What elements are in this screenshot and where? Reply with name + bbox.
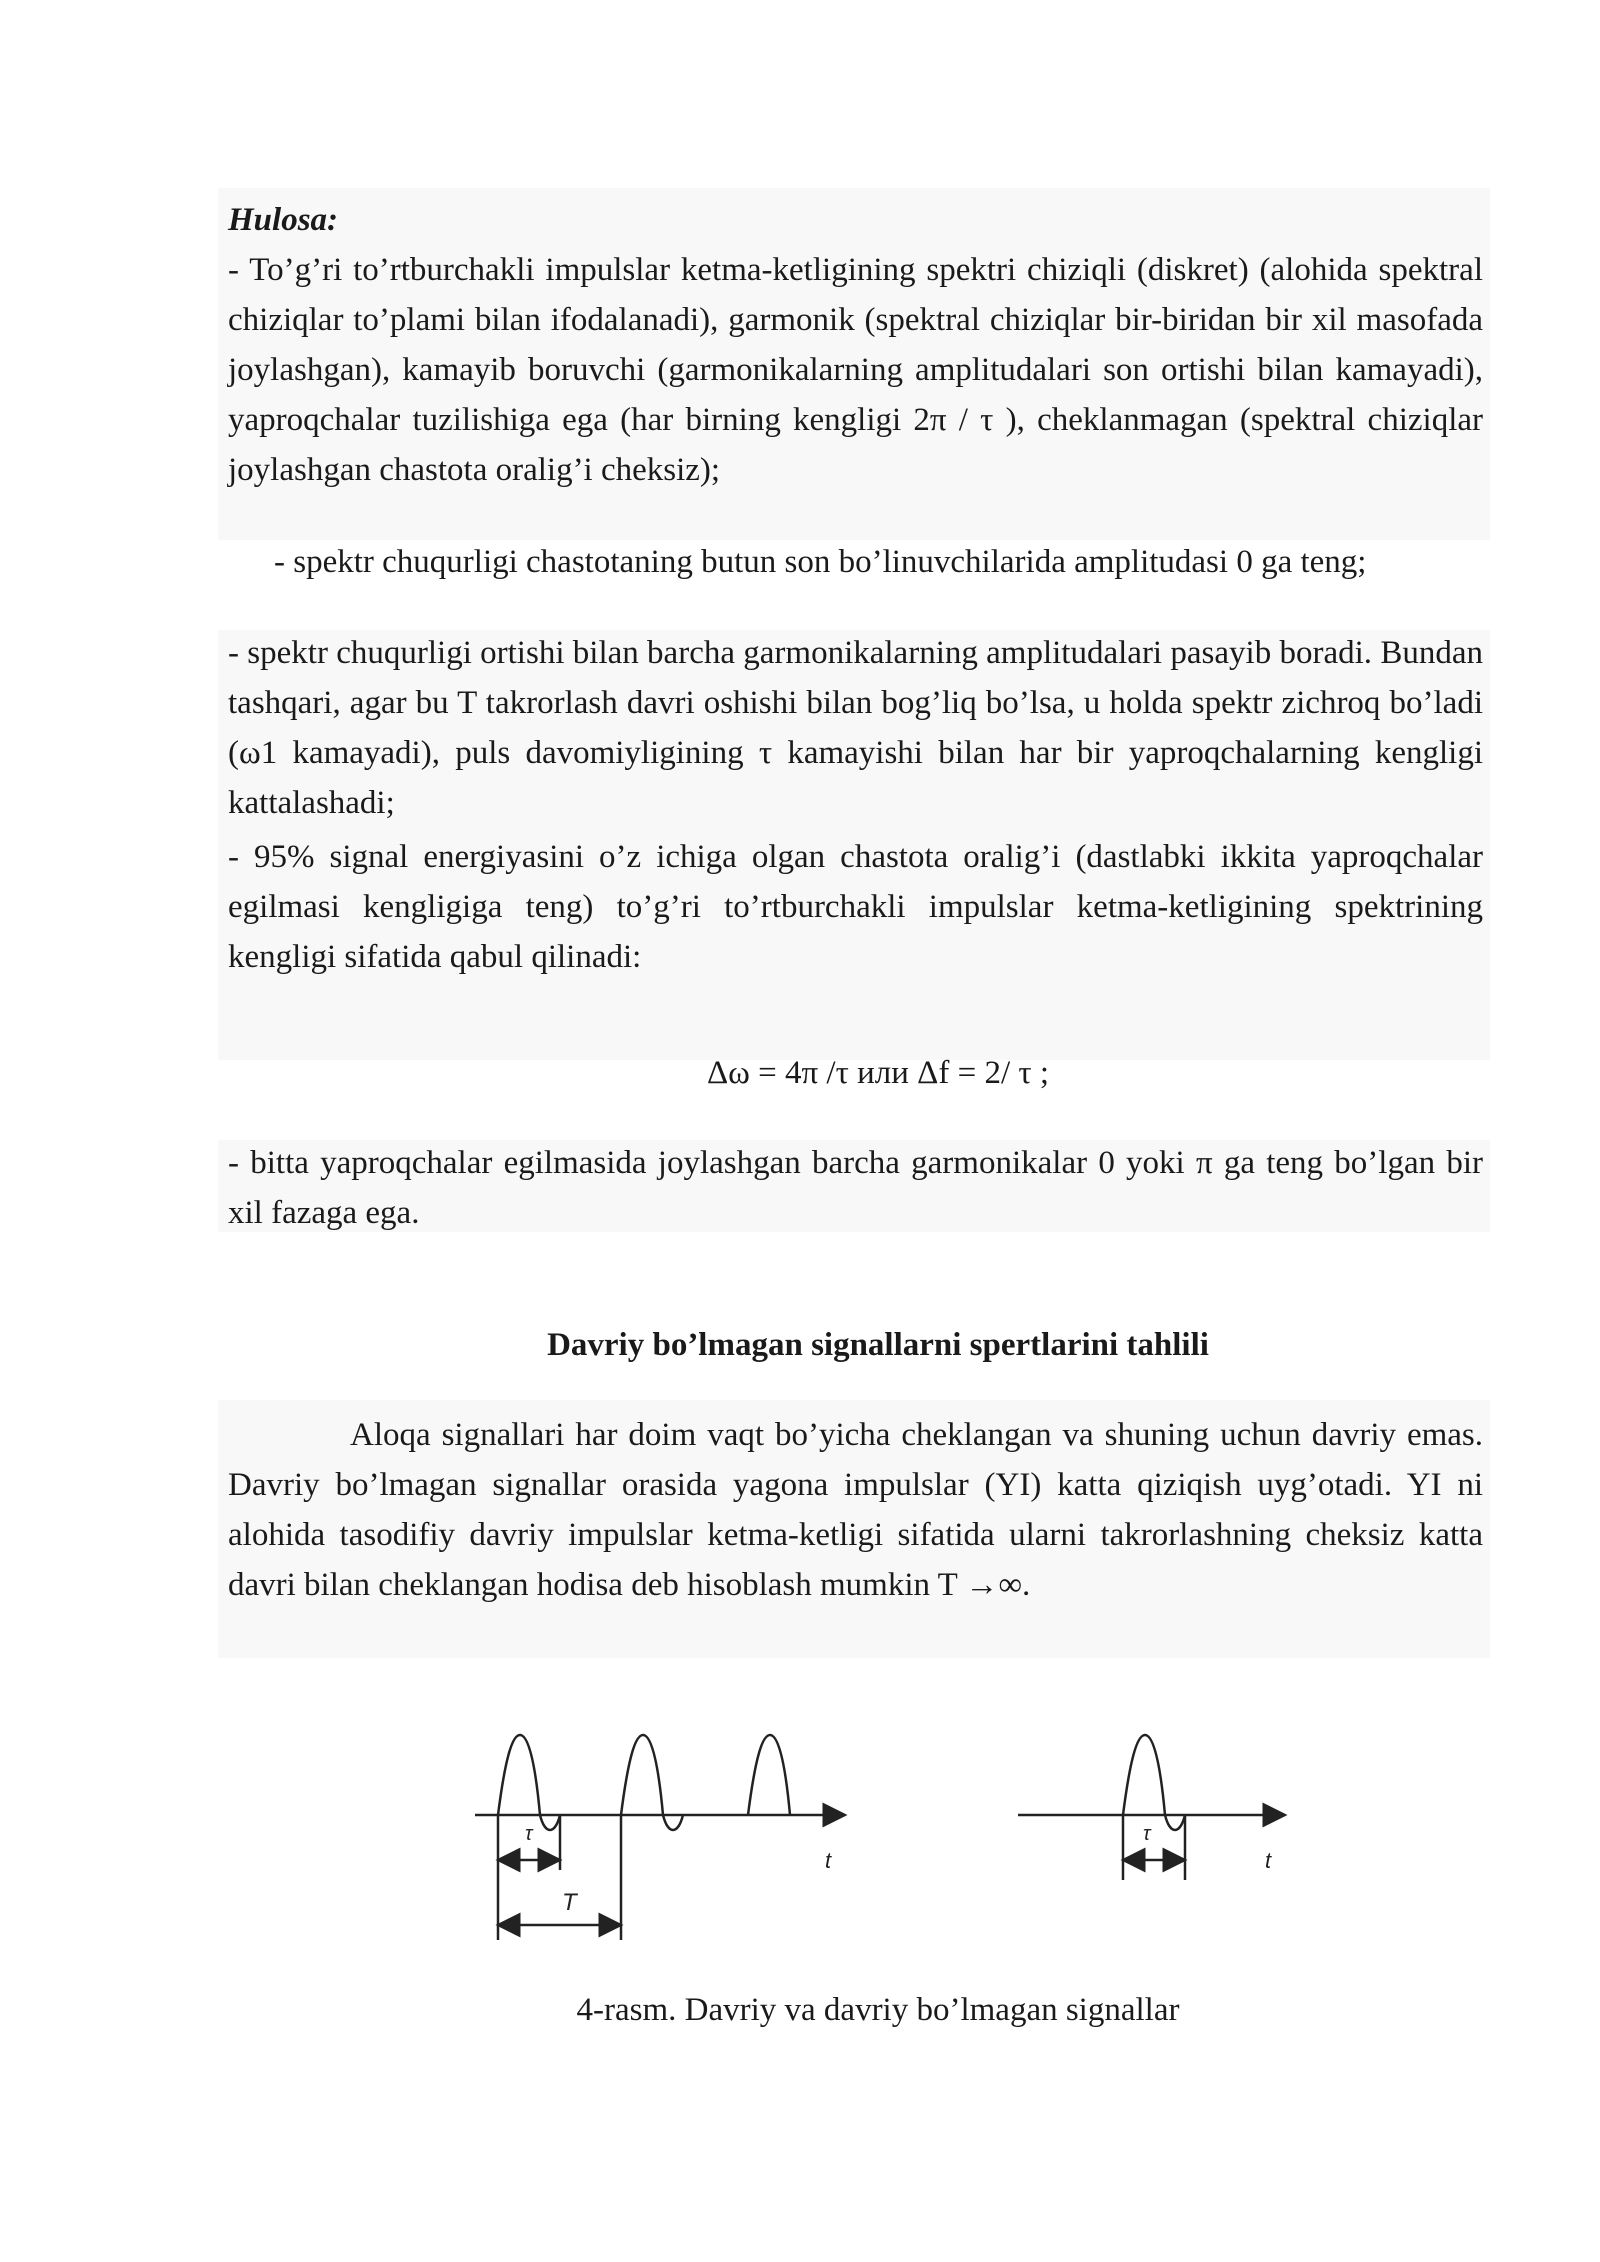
tau-label: τ xyxy=(1143,1823,1151,1845)
single-pulse-signal xyxy=(1018,1735,1285,1880)
conclusion-heading: Hulosa: xyxy=(228,202,339,238)
time-label: t xyxy=(1265,1848,1272,1873)
tau-label: τ xyxy=(525,1823,533,1845)
conclusion-paragraph-4: - 95% signal energiyasini o’z ichiga olgan chastota oralig’i (dastlabki ikkita yaproqchalar egilmasi kengligiga teng) to’g’ri to’rtburchakli impulslar ketma-ketligining spektrining kengligi sifatida qabul qilinadi: xyxy=(228,839,1483,975)
time-label: t xyxy=(825,1848,832,1873)
signals-figure xyxy=(0,1720,1600,1980)
period-label: T xyxy=(562,1889,577,1916)
conclusion-paragraph-5: - bitta yaproqchalar egilmasida joylashgan barcha garmonikalar 0 yoki π ga teng bo’lgan bir xil fazaga ega. xyxy=(228,1145,1483,1231)
figure-caption: 4-rasm. Davriy va davriy bo’lmagan signallar xyxy=(576,1992,1180,2028)
conclusion-paragraph-1: - To’g’ri to’rtburchakli impulslar ketma-ketligining spektri chiziqli (diskret) (alohida spektral chiziqlar to’plami bilan ifodalanadi), garmonik (spektral chiziqlar bir-biridan bir xil masofada joylashgan), kamayib boruvchi (garmonikalarning amplitudalari son ortishi bilan kamayadi), yaproqchalar tuzilishiga ega (har birning kengligi 2π / τ ), cheklanmagan (spektral chiziqlar joylashgan chastota oralig’i cheksiz); xyxy=(228,252,1483,488)
pulse-3 xyxy=(748,1735,790,1815)
bandwidth-formula: Δω = 4π /τ или Δf = 2/ τ ; xyxy=(706,1055,1050,1091)
conclusion-paragraph-2: - spektr chuqurligi chastotaning butun son bo’linuvchilarida amplitudasi 0 ga teng; xyxy=(274,544,1367,580)
conclusion-paragraph-3: - spektr chuqurligi ortishi bilan barcha garmonikalarning amplitudalari pasayib boradi. Bundan tashqari, agar bu T takrorlash davri oshishi bilan bog’liq bo’lsa, u holda spektr zichroq bo’ladi (ω1 kamayadi), puls davomiyligining τ kamayishi bilan har bir yaproqchalarning kengligi kattalashadi; xyxy=(228,635,1483,821)
section-paragraph-1: Aloqa signallari har doim vaqt bo’yicha cheklangan va shuning uchun davriy emas. Davriy bo’lmagan signallar orasida yagona impulslar (YI) katta qiziqish uyg’otadi. YI ni alohida tasodifiy davriy impulslar ketma-ketligi sifatida ularni takrorlashning cheksiz katta davri bilan cheklangan hodisa deb hisoblash mumkin T →∞. xyxy=(228,1417,1483,1603)
section-title: Davriy bo’lmagan signallarni spertlarini tahlili xyxy=(547,1327,1209,1363)
